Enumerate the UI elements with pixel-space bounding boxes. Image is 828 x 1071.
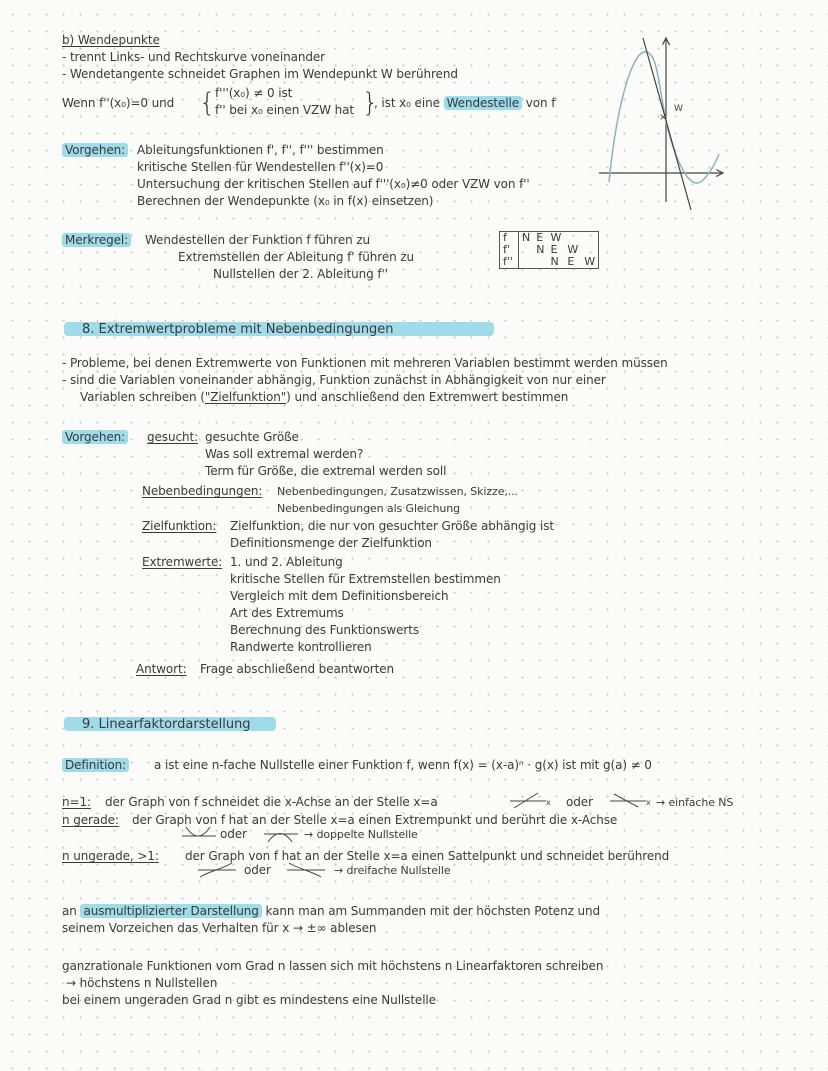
vorgehen-label-1: Vorgehen:: [62, 143, 128, 157]
crossing-sketch-a: [508, 790, 552, 810]
gesucht-line-2: Was soll extremal werden?: [205, 447, 364, 461]
new-cell: [581, 232, 598, 245]
sketch-curve: [268, 834, 292, 843]
touching-sketch-a: [180, 825, 220, 843]
wendepunkte-vorgehen-2: kritische Stellen für Wendestellen f''(x)=0: [137, 160, 384, 174]
new-cell: W: [550, 231, 562, 244]
new-cell: E: [550, 243, 558, 256]
vorgehen-label-2: Vorgehen:: [62, 430, 128, 444]
ganzrational-line-2: → höchstens n Nullstellen: [66, 976, 218, 990]
new-fn: f'': [500, 256, 519, 269]
sketch-x: x: [546, 798, 551, 807]
extremwert-bullet-2: - sind die Variablen voneinander abhängig, Funktion zunächst in Abhängigkeit von nur einer: [62, 373, 606, 387]
new-table-row: [500, 256, 599, 269]
zielfunktion-line-2: Definitionsmenge der Zielfunktion: [230, 536, 432, 550]
bullet-2b-post: ) und anschließend den Extremwert bestimmen: [286, 390, 569, 404]
definition-text: a ist eine n-fache Nullstelle einer Funktion f, wenn f(x) = (x-a)ⁿ · g(x) ist mit g(a) ≠ 0: [154, 758, 652, 772]
ausmultipliziert-line-1: [62, 904, 600, 919]
ausmultipliziert-highlight: ausmultiplizierter Darstellung: [80, 904, 261, 918]
gesucht-label: gesucht:: [147, 430, 199, 444]
wendestelle-condition-left: Wenn f''(x₀)=0 und: [62, 96, 175, 110]
extremwert-bullet-2b: [80, 390, 568, 405]
wendestelle-condition-top: f'''(x₀) ≠ 0 ist: [215, 86, 293, 100]
wendestelle-condition-bottom: f'' bei x₀ einen VZW hat: [215, 103, 355, 117]
n-ungerade-text: der Graph von f hat an der Stelle x=a einen Sattelpunkt und schneidet berührend: [185, 849, 670, 863]
n-gerade-text: der Graph von f hat an der Stelle x=a einen Extrempunkt und berührt die x-Achse: [132, 813, 618, 827]
nebenbedingungen-label: Nebenbedingungen:: [142, 484, 263, 498]
saddle-sketch-a: [196, 861, 240, 879]
merkregel-line-1: Wendestellen der Funktion f führen zu: [145, 233, 371, 247]
n-gerade-result: → doppelte Nullstelle: [304, 828, 418, 841]
ganzrational-line-1: ganzrationale Funktionen vom Grad n lassen sich mit höchstens n Linearfaktoren schreiben: [62, 959, 604, 973]
extremwerte-line-2: kritische Stellen für Extremstellen bestimmen: [230, 572, 501, 586]
wendepunkte-vorgehen-3: Untersuchung der kritischen Stellen auf f'''(x₀)≠0 oder VZW von f'': [137, 177, 530, 191]
new-cell: W: [567, 243, 579, 256]
extremwerte-line-3: Vergleich mit dem Definitionsbereich: [230, 589, 449, 603]
new-cell: E: [567, 255, 575, 268]
wendepunkte-bullet-2: - Wendetangente schneidet Graphen im Wendepunkt W berührend: [62, 67, 458, 81]
n-gerade-oder: oder: [220, 827, 247, 841]
extremwert-bullet-1: - Probleme, bei denen Extremwerte von Funktionen mit mehreren Variablen bestimmt werden müssen: [62, 356, 668, 370]
section-heading-linearfaktor: 9. Linearfaktordarstellung: [82, 717, 251, 732]
zielfunktion-term: "Zielfunktion": [204, 390, 287, 404]
definition-label: Definition:: [62, 758, 129, 772]
n-gerade-label: n gerade:: [62, 813, 119, 827]
extremwerte-line-1: 1. und 2. Ableitung: [230, 555, 343, 569]
extremwerte-label: Extremwerte:: [142, 555, 223, 569]
touching-sketch-b: [262, 825, 302, 843]
n-ungerade-oder: oder: [244, 863, 271, 877]
new-cell: E: [536, 231, 544, 244]
sketch-x: x: [646, 798, 651, 807]
wendepunkte-bullet-1: - trennt Links- und Rechtskurve voneinander: [62, 50, 325, 64]
condition-right-pre: , ist x₀ eine: [374, 96, 440, 110]
new-cell: W: [584, 255, 596, 268]
extremwerte-line-4: Art des Extremums: [230, 606, 344, 620]
n1-oder: oder: [566, 795, 593, 809]
merkregel-line-2: Extremstellen der Ableitung f' führen zu: [178, 250, 415, 264]
saddle-sketch-b: [285, 861, 329, 879]
n1-label: n=1:: [62, 795, 91, 809]
n-ungerade-label: n ungerade, >1:: [62, 849, 159, 863]
section-heading-extremwert: 8. Extremwertprobleme mit Nebenbedingungen: [82, 322, 394, 337]
new-cell: [519, 256, 534, 269]
tangent-line: [643, 38, 691, 210]
wendestelle-highlight: Wendestelle: [444, 96, 522, 110]
new-cell: [533, 256, 547, 269]
extremwerte-line-5: Berechnung des Funktionswerts: [230, 623, 420, 637]
bullet-2b-pre: Variablen schreiben (: [80, 390, 205, 404]
antwort-line-1: Frage abschließend beantworten: [200, 662, 395, 676]
new-cell: [519, 244, 534, 256]
extremwerte-line-6: Randwerte kontrollieren: [230, 640, 372, 654]
wendestelle-condition-right: [374, 96, 555, 111]
n1-text: der Graph von f schneidet die x-Achse an der Stelle x=a: [105, 795, 438, 809]
crossing-sketch-b: [608, 790, 652, 810]
antwort-label: Antwort:: [136, 662, 187, 676]
new-table-row: [500, 232, 599, 245]
new-fn: f': [500, 244, 519, 256]
new-fn: f: [500, 232, 519, 245]
wendepunkt-label: W: [674, 104, 683, 114]
right-brace: }: [362, 88, 379, 118]
gesucht-line-1: gesuchte Größe: [205, 430, 299, 444]
nebenbedingungen-line-1: Nebenbedingungen, Zusatzwissen, Skizze,...: [277, 485, 518, 498]
wendepunkt-sketch: [595, 32, 730, 210]
n-ungerade-result: → dreifache Nullstelle: [334, 864, 451, 877]
wendepunkte-vorgehen-1: Ableitungsfunktionen f', f'', f''' bestimmen: [137, 143, 384, 157]
ganzrational-line-3: bei einem ungeraden Grad n gibt es mindestens eine Nullstelle: [62, 993, 436, 1007]
new-cell: N: [550, 255, 559, 268]
wendepunkte-vorgehen-4: Berechnen der Wendepunkte (x₀ in f(x) einsetzen): [137, 194, 434, 208]
new-table: [499, 231, 599, 269]
nebenbedingungen-line-2: Nebenbedingungen als Gleichung: [277, 502, 460, 515]
zielfunktion-line-1: Zielfunktion, die nur von gesuchter Größe abhängig ist: [230, 519, 555, 533]
zielfunktion-label: Zielfunktion:: [142, 519, 217, 533]
left-brace: {: [199, 88, 216, 118]
gesucht-line-3: Term für Größe, die extremal werden soll: [205, 464, 447, 478]
merkregel-line-3: Nullstellen der 2. Ableitung f'': [213, 267, 388, 281]
n1-result: → einfache NS: [656, 796, 734, 809]
merkregel-label: Merkregel:: [62, 233, 131, 247]
condition-right-post: von f: [525, 96, 556, 110]
aus-pre: an: [62, 904, 77, 918]
aus-post: kann man am Summanden mit der höchsten Potenz und: [265, 904, 601, 918]
new-cell: N: [522, 231, 531, 244]
wendepunkt-mark: ×: [659, 112, 668, 123]
section-heading-wendepunkte: b) Wendepunkte: [62, 33, 160, 47]
new-cell: N: [536, 243, 545, 256]
sketch-curve: [186, 827, 210, 836]
ausmultipliziert-line-2: seinem Vorzeichen das Verhalten für x → ±∞ ablesen: [62, 921, 377, 935]
